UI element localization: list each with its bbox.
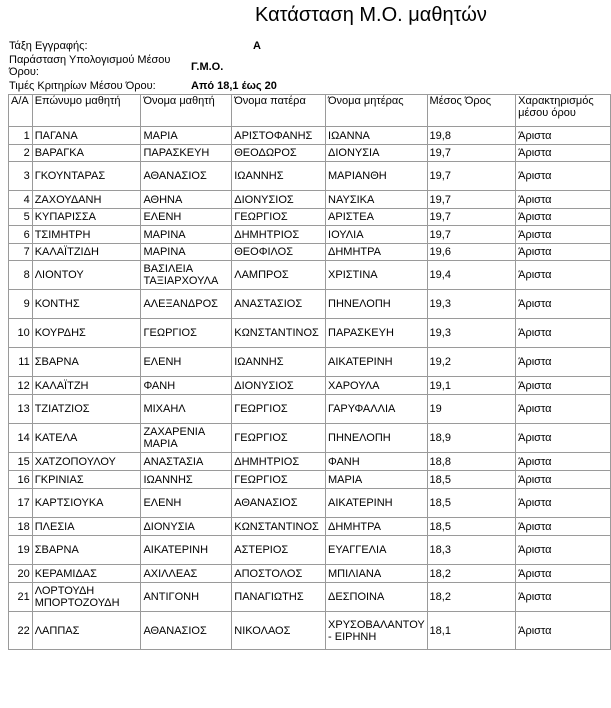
table-row <box>9 209 611 226</box>
cell-first-name: ΠΑΡΑΣΚΕΥΗ <box>141 145 232 162</box>
header-mother-name: Όνομα μητέρας <box>326 95 428 127</box>
cell-grade-label: Άριστα <box>516 536 611 565</box>
cell-father-name: ΙΩΑΝΝΗΣ <box>232 348 326 377</box>
cell-mother-name: ΔΕΣΠΟΙΝΑ <box>326 583 428 612</box>
cell-surname: ΧΑΤΖΟΠΟΥΛΟΥ <box>32 453 141 471</box>
cell-father-name: ΔΗΜΗΤΡΙΟΣ <box>232 453 326 471</box>
cell-row-number: 15 <box>9 453 33 471</box>
table-row <box>9 145 611 162</box>
cell-mother-name: ΠΗΝΕΛΟΠΗ <box>326 290 428 319</box>
cell-row-number: 7 <box>9 244 33 261</box>
cell-father-name: ΝΙΚΟΛΑΟΣ <box>232 612 326 650</box>
cell-first-name: ΔΙΟΝΥΣΙΑ <box>141 518 232 536</box>
cell-surname: ΣΒΑΡΝΑ <box>32 348 141 377</box>
cell-mother-name: ΔΙΟΝΥΣΙΑ <box>326 145 428 162</box>
table-row <box>9 518 611 536</box>
table-row <box>9 319 611 348</box>
cell-grade-label: Άριστα <box>516 583 611 612</box>
cell-row-number: 20 <box>9 565 33 583</box>
cell-first-name: ΑΙΚΑΤΕΡΙΝΗ <box>141 536 232 565</box>
cell-mother-name: ΧΡΙΣΤΙΝΑ <box>326 261 428 290</box>
cell-row-number: 8 <box>9 261 33 290</box>
cell-first-name: ΕΛΕΝΗ <box>141 209 232 226</box>
cell-first-name: ΑΘΑΝΑΣΙΟΣ <box>141 162 232 191</box>
header-average: Μέσος Όρος <box>427 95 516 127</box>
cell-mother-name: ΑΡΙΣΤΕΑ <box>326 209 428 226</box>
table-row <box>9 290 611 319</box>
cell-father-name: ΔΙΟΝΥΣΙΟΣ <box>232 191 326 209</box>
cell-grade-label: Άριστα <box>516 565 611 583</box>
meta-calc-row <box>0 54 611 78</box>
cell-surname: ΚΕΡΑΜΙΔΑΣ <box>32 565 141 583</box>
cell-grade-label: Άριστα <box>516 226 611 244</box>
cell-mother-name: ΝΑΥΣΙΚΑ <box>326 191 428 209</box>
cell-average: 19,7 <box>427 226 516 244</box>
cell-surname: ΚΑΛΑΪΤΖΗ <box>32 377 141 395</box>
header-first-name: Όνομα μαθητή <box>141 95 232 127</box>
cell-mother-name: ΑΙΚΑΤΕΡΙΝΗ <box>326 489 428 518</box>
cell-father-name: ΓΕΩΡΓΙΟΣ <box>232 471 326 489</box>
cell-row-number: 12 <box>9 377 33 395</box>
cell-average: 19,7 <box>427 145 516 162</box>
cell-first-name: ΜΑΡΙΝΑ <box>141 226 232 244</box>
cell-mother-name: ΜΑΡΙΑ <box>326 471 428 489</box>
cell-row-number: 10 <box>9 319 33 348</box>
cell-father-name: ΑΣΤΕΡΙΟΣ <box>232 536 326 565</box>
cell-mother-name: ΓΑΡΥΦΑΛΛΙΑ <box>326 395 428 424</box>
cell-average: 19,7 <box>427 162 516 191</box>
cell-mother-name: ΦΑΝΗ <box>326 453 428 471</box>
cell-surname: ΤΣΙΜΗΤΡΗ <box>32 226 141 244</box>
cell-first-name: ΕΛΕΝΗ <box>141 348 232 377</box>
calc-label-line-1: Παράσταση Υπολογισμού Μέσου <box>9 54 171 66</box>
table-row <box>9 424 611 453</box>
cell-father-name: ΠΑΝΑΓΙΩΤΗΣ <box>232 583 326 612</box>
table-row <box>9 226 611 244</box>
cell-mother-name: ΔΗΜΗΤΡΑ <box>326 518 428 536</box>
table-row <box>9 348 611 377</box>
cell-first-name: ΖΑΧΑΡΕΝΙΑ ΜΑΡΙΑ <box>141 424 232 453</box>
cell-row-number: 22 <box>9 612 33 650</box>
cell-surname: ΤΖΙΑΤΖΙΟΣ <box>32 395 141 424</box>
cell-father-name: ΛΑΜΠΡΟΣ <box>232 261 326 290</box>
cell-average: 18,1 <box>427 612 516 650</box>
cell-grade-label: Άριστα <box>516 145 611 162</box>
cell-surname: ΛΙΟΝΤΟΥ <box>32 261 141 290</box>
cell-mother-name: ΙΟΥΛΙΑ <box>326 226 428 244</box>
cell-mother-name: ΠΑΡΑΣΚΕΥΗ <box>326 319 428 348</box>
cell-surname: ΚΑΛΑΪΤΖΙΔΗ <box>32 244 141 261</box>
cell-surname: ΖΑΧΟΥΔΑΝΗ <box>32 191 141 209</box>
cell-average: 19,3 <box>427 319 516 348</box>
cell-row-number: 21 <box>9 583 33 612</box>
cell-average: 19,6 <box>427 244 516 261</box>
table-row <box>9 395 611 424</box>
cell-first-name: ΑΧΙΛΛΕΑΣ <box>141 565 232 583</box>
cell-first-name: ΦΑΝΗ <box>141 377 232 395</box>
table-row <box>9 583 611 612</box>
cell-first-name: ΓΕΩΡΓΙΟΣ <box>141 319 232 348</box>
cell-first-name: ΕΛΕΝΗ <box>141 489 232 518</box>
cell-first-name: ΑΝΤΙΓΟΝΗ <box>141 583 232 612</box>
table-row <box>9 191 611 209</box>
cell-surname: ΚΟΝΤΗΣ <box>32 290 141 319</box>
table-row <box>9 162 611 191</box>
cell-father-name: ΚΩΝΣΤΑΝΤΙΝΟΣ <box>232 319 326 348</box>
cell-row-number: 1 <box>9 127 33 145</box>
cell-grade-label: Άριστα <box>516 290 611 319</box>
class-value: Α <box>253 40 261 52</box>
range-label: Τιμές Κριτηρίων Μέσου Όρου: <box>9 80 156 92</box>
cell-grade-label: Άριστα <box>516 424 611 453</box>
cell-average: 19 <box>427 395 516 424</box>
cell-row-number: 5 <box>9 209 33 226</box>
cell-grade-label: Άριστα <box>516 471 611 489</box>
cell-row-number: 16 <box>9 471 33 489</box>
table-row <box>9 377 611 395</box>
cell-average: 18,8 <box>427 453 516 471</box>
cell-surname: ΓΚΡΙΝΙΑΣ <box>32 471 141 489</box>
cell-surname: ΠΛΕΣΙΑ <box>32 518 141 536</box>
cell-grade-label: Άριστα <box>516 453 611 471</box>
cell-father-name: ΔΗΜΗΤΡΙΟΣ <box>232 226 326 244</box>
cell-row-number: 4 <box>9 191 33 209</box>
cell-surname: ΠΑΓΑΝΑ <box>32 127 141 145</box>
meta-range-row <box>0 80 611 92</box>
cell-mother-name: ΜΠΙΛΙΑΝΑ <box>326 565 428 583</box>
cell-surname: ΚΑΤΕΛΑ <box>32 424 141 453</box>
cell-grade-label: Άριστα <box>516 261 611 290</box>
cell-row-number: 17 <box>9 489 33 518</box>
cell-average: 19,7 <box>427 191 516 209</box>
cell-first-name: ΙΩΑΝΝΗΣ <box>141 471 232 489</box>
cell-grade-label: Άριστα <box>516 377 611 395</box>
cell-mother-name: ΔΗΜΗΤΡΑ <box>326 244 428 261</box>
class-label: Τάξη Εγγραφής: <box>9 40 88 52</box>
cell-row-number: 6 <box>9 226 33 244</box>
cell-average: 19,4 <box>427 261 516 290</box>
table-row <box>9 536 611 565</box>
cell-first-name: ΑΘΗΝΑ <box>141 191 232 209</box>
table-row <box>9 489 611 518</box>
cell-father-name: ΓΕΩΡΓΙΟΣ <box>232 209 326 226</box>
table-header-row <box>9 95 611 127</box>
cell-average: 18,5 <box>427 489 516 518</box>
cell-grade-label: Άριστα <box>516 518 611 536</box>
cell-mother-name: ΙΩΑΝΝΑ <box>326 127 428 145</box>
cell-average: 18,9 <box>427 424 516 453</box>
cell-average: 19,7 <box>427 209 516 226</box>
cell-surname: ΚΟΥΡΔΗΣ <box>32 319 141 348</box>
cell-surname: ΚΥΠΑΡΙΣΣΑ <box>32 209 141 226</box>
meta-class-row <box>0 40 611 52</box>
page-title: Κατάσταση Μ.Ο. μαθητών <box>255 4 487 26</box>
table-row <box>9 612 611 650</box>
cell-first-name: ΜΑΡΙΝΑ <box>141 244 232 261</box>
cell-first-name: ΜΙΧΑΗΛ <box>141 395 232 424</box>
range-value: Από 18,1 έως 20 <box>191 80 277 92</box>
students-table <box>8 94 611 650</box>
cell-row-number: 11 <box>9 348 33 377</box>
cell-grade-label: Άριστα <box>516 489 611 518</box>
cell-average: 18,2 <box>427 583 516 612</box>
cell-row-number: 9 <box>9 290 33 319</box>
cell-average: 19,1 <box>427 377 516 395</box>
cell-row-number: 13 <box>9 395 33 424</box>
cell-mother-name: ΠΗΝΕΛΟΠΗ <box>326 424 428 453</box>
cell-father-name: ΑΡΙΣΤΟΦΑΝΗΣ <box>232 127 326 145</box>
cell-row-number: 14 <box>9 424 33 453</box>
table-row <box>9 261 611 290</box>
cell-surname: ΓΚΟΥΝΤΑΡΑΣ <box>32 162 141 191</box>
cell-average: 18,5 <box>427 471 516 489</box>
cell-father-name: ΘΕΟΦΙΛΟΣ <box>232 244 326 261</box>
cell-father-name: ΘΕΟΔΩΡΟΣ <box>232 145 326 162</box>
table-row <box>9 127 611 145</box>
cell-father-name: ΔΙΟΝΥΣΙΟΣ <box>232 377 326 395</box>
cell-grade-label: Άριστα <box>516 127 611 145</box>
header-father-name: Όνομα πατέρα <box>232 95 326 127</box>
cell-row-number: 19 <box>9 536 33 565</box>
cell-surname: ΒΑΡΑΓΚΑ <box>32 145 141 162</box>
cell-father-name: ΑΠΟΣΤΟΛΟΣ <box>232 565 326 583</box>
cell-grade-label: Άριστα <box>516 209 611 226</box>
cell-surname: ΛΑΠΠΑΣ <box>32 612 141 650</box>
cell-mother-name: ΕΥΑΓΓΕΛΙΑ <box>326 536 428 565</box>
table-row <box>9 244 611 261</box>
cell-mother-name: ΑΙΚΑΤΕΡΙΝΗ <box>326 348 428 377</box>
cell-father-name: ΑΘΑΝΑΣΙΟΣ <box>232 489 326 518</box>
cell-average: 19,3 <box>427 290 516 319</box>
cell-grade-label: Άριστα <box>516 319 611 348</box>
cell-father-name: ΑΝΑΣΤΑΣΙΟΣ <box>232 290 326 319</box>
cell-first-name: ΑΛΕΞΑΝΔΡΟΣ <box>141 290 232 319</box>
cell-first-name: ΜΑΡΙΑ <box>141 127 232 145</box>
header-aa: Α/Α <box>9 95 33 127</box>
cell-grade-label: Άριστα <box>516 612 611 650</box>
header-surname: Επώνυμο μαθητή <box>32 95 141 127</box>
cell-mother-name: ΧΑΡΟΥΛΑ <box>326 377 428 395</box>
table-row <box>9 471 611 489</box>
cell-average: 18,2 <box>427 565 516 583</box>
cell-grade-label: Άριστα <box>516 162 611 191</box>
calc-value: Γ.Μ.Ο. <box>191 61 224 73</box>
cell-row-number: 3 <box>9 162 33 191</box>
table-row <box>9 565 611 583</box>
cell-first-name: ΑΘΑΝΑΣΙΟΣ <box>141 612 232 650</box>
cell-surname: ΚΑΡΤΣΙΟΥΚΑ <box>32 489 141 518</box>
cell-father-name: ΓΕΩΡΓΙΟΣ <box>232 395 326 424</box>
cell-average: 18,5 <box>427 518 516 536</box>
cell-average: 18,3 <box>427 536 516 565</box>
cell-first-name: ΒΑΣΙΛΕΙΑ ΤΑΞΙΑΡΧΟΥΛΑ <box>141 261 232 290</box>
cell-mother-name: ΜΑΡΙΑΝΘΗ <box>326 162 428 191</box>
cell-surname: ΣΒΑΡΝΑ <box>32 536 141 565</box>
cell-row-number: 2 <box>9 145 33 162</box>
cell-row-number: 18 <box>9 518 33 536</box>
cell-grade-label: Άριστα <box>516 244 611 261</box>
cell-average: 19,2 <box>427 348 516 377</box>
cell-surname: ΛΟΡΤΟΥΔΗ ΜΠΟΡΤΟΖΟΥΔΗ <box>32 583 141 612</box>
cell-father-name: ΙΩΑΝΝΗΣ <box>232 162 326 191</box>
cell-father-name: ΓΕΩΡΓΙΟΣ <box>232 424 326 453</box>
cell-grade-label: Άριστα <box>516 348 611 377</box>
cell-average: 19,8 <box>427 127 516 145</box>
cell-first-name: ΑΝΑΣΤΑΣΙΑ <box>141 453 232 471</box>
calc-label-line-2: Όρου: <box>9 66 39 78</box>
cell-grade-label: Άριστα <box>516 395 611 424</box>
cell-mother-name: ΧΡΥΣΟΒΑΛΑΝΤΟΥ - ΕΙΡΗΝΗ <box>326 612 428 650</box>
cell-grade-label: Άριστα <box>516 191 611 209</box>
cell-father-name: ΚΩΝΣΤΑΝΤΙΝΟΣ <box>232 518 326 536</box>
table-row <box>9 453 611 471</box>
header-grade-label: Χαρακτηρισμός μέσου όρου <box>516 95 611 127</box>
